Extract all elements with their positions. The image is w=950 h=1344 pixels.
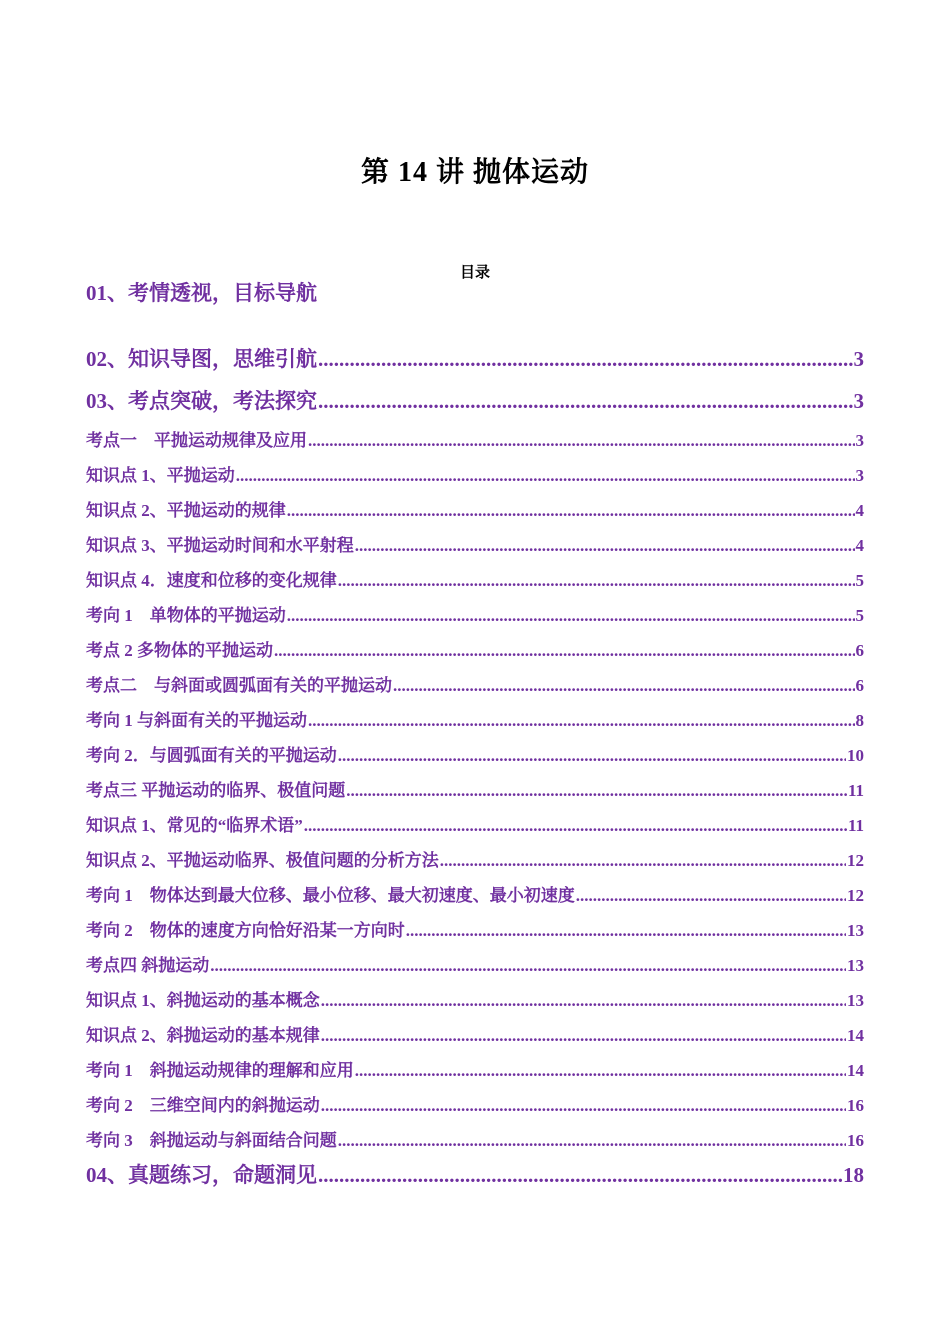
toc-entry-label: 知识点 1、平抛运动 bbox=[86, 466, 235, 485]
dot-leader bbox=[355, 536, 855, 556]
toc-entry-label: 考点三 平抛运动的临界、极值问题 bbox=[86, 781, 346, 800]
toc-page-number: 3 bbox=[853, 389, 864, 413]
toc-entry-label: 知识点 2、平抛运动的规律 bbox=[86, 501, 286, 520]
dot-leader bbox=[346, 781, 847, 801]
toc-entry[interactable] bbox=[86, 706, 864, 731]
toc-entry-label: 考向 1 单物体的平抛运动 bbox=[86, 606, 286, 625]
toc-page-number: 6 bbox=[855, 641, 864, 660]
dot-leader bbox=[308, 431, 855, 451]
toc-entry[interactable] bbox=[86, 846, 864, 871]
toc-entry[interactable] bbox=[86, 531, 864, 556]
toc-entry-03[interactable] bbox=[86, 385, 864, 415]
toc-entry[interactable] bbox=[86, 566, 864, 591]
toc-page-number: 8 bbox=[855, 711, 864, 730]
toc-page-number: 13 bbox=[847, 921, 864, 940]
dot-leader bbox=[287, 606, 855, 626]
dot-leader bbox=[406, 921, 846, 941]
toc-entry[interactable] bbox=[86, 426, 864, 451]
toc-entry-label: 考向 1 物体达到最大位移、最小位移、最大初速度、最小初速度 bbox=[86, 886, 575, 905]
toc-page-number: 3 bbox=[855, 431, 864, 450]
toc-entry-label: 01、考情透视，目标导航 bbox=[86, 281, 317, 305]
toc-page-number: 3 bbox=[855, 466, 864, 485]
dot-leader bbox=[210, 956, 846, 976]
toc-entry[interactable] bbox=[86, 951, 864, 976]
toc-page-number: 12 bbox=[847, 886, 864, 905]
toc-entry-04[interactable] bbox=[86, 1159, 864, 1189]
toc-page-number: 11 bbox=[847, 816, 864, 835]
toc-entry[interactable] bbox=[86, 1091, 864, 1116]
toc-page-number: 4 bbox=[855, 536, 864, 555]
toc-entry-label: 考向 2 物体的速度方向恰好沿某一方向时 bbox=[86, 921, 405, 940]
dot-leader bbox=[308, 711, 855, 731]
toc-entry-label: 知识点 1、斜抛运动的基本概念 bbox=[86, 991, 320, 1010]
toc-entry-label: 考向 3 斜抛运动与斜面结合问题 bbox=[86, 1131, 337, 1150]
toc-entry[interactable] bbox=[86, 916, 864, 941]
toc-heading: 目录 bbox=[459, 265, 490, 281]
toc-entry-label: 04、真题练习，命题洞见 bbox=[86, 1163, 317, 1187]
toc-entry-label: 知识点 3、平抛运动时间和水平射程 bbox=[86, 536, 354, 555]
dot-leader bbox=[274, 641, 855, 661]
toc-entry[interactable] bbox=[86, 1126, 864, 1151]
dot-leader bbox=[318, 347, 853, 372]
toc-entry-label: 考点一 平抛运动规律及应用 bbox=[86, 431, 307, 450]
toc-entry[interactable] bbox=[86, 741, 864, 766]
toc-entry-label: 知识点 2、平抛运动临界、极值问题的分析方法 bbox=[86, 851, 439, 870]
toc-entry[interactable] bbox=[86, 881, 864, 906]
toc-page-number: 18 bbox=[843, 1163, 864, 1187]
toc-page-number: 13 bbox=[847, 956, 864, 975]
toc-entry[interactable] bbox=[86, 776, 864, 801]
dot-leader bbox=[236, 466, 855, 486]
dot-leader bbox=[318, 389, 853, 414]
toc-page-number: 11 bbox=[847, 781, 864, 800]
toc-page-number: 16 bbox=[847, 1096, 864, 1115]
toc-entry-label: 考点 2 多物体的平抛运动 bbox=[86, 641, 273, 660]
dot-leader bbox=[321, 991, 846, 1011]
toc-page-number: 14 bbox=[847, 1026, 864, 1045]
toc-entry[interactable] bbox=[86, 496, 864, 521]
toc-entry[interactable] bbox=[86, 1056, 864, 1081]
dot-leader bbox=[287, 501, 855, 521]
dot-leader bbox=[318, 1163, 842, 1188]
dot-leader bbox=[304, 816, 847, 836]
dot-leader bbox=[576, 886, 846, 906]
toc-entry-label: 考向 2 三维空间内的斜抛运动 bbox=[86, 1096, 320, 1115]
toc-entry-label: 考点四 斜抛运动 bbox=[86, 956, 210, 975]
toc-entry[interactable] bbox=[86, 601, 864, 626]
toc-entry-label: 知识点 2、斜抛运动的基本规律 bbox=[86, 1026, 320, 1045]
toc-page-number: 3 bbox=[853, 347, 864, 371]
toc-entry-label: 考向 1 斜抛运动规律的理解和应用 bbox=[86, 1061, 354, 1080]
dot-leader bbox=[338, 1131, 846, 1151]
toc-entry-label: 知识点 1、常见的“临界术语” bbox=[86, 816, 303, 835]
toc-entry[interactable] bbox=[86, 461, 864, 486]
page-title: 第 14 讲 抛体运动 bbox=[360, 157, 589, 188]
dot-leader bbox=[321, 1026, 846, 1046]
toc-page-number: 10 bbox=[847, 746, 864, 765]
toc-entry-label: 03、考点突破，考法探究 bbox=[86, 389, 317, 413]
toc-page-number: 16 bbox=[847, 1131, 864, 1150]
toc-page-number: 5 bbox=[855, 606, 864, 625]
toc-page-number: 13 bbox=[847, 991, 864, 1010]
toc-page-number: 6 bbox=[855, 676, 864, 695]
toc-entry[interactable] bbox=[86, 636, 864, 661]
toc-entry-label: 02、知识导图，思维引航 bbox=[86, 347, 317, 371]
toc-entry-label: 考点二 与斜面或圆弧面有关的平抛运动 bbox=[86, 676, 392, 695]
dot-leader bbox=[355, 1061, 846, 1081]
toc-entry-01[interactable] bbox=[86, 280, 326, 307]
toc-entry-02[interactable] bbox=[86, 343, 864, 373]
dot-leader bbox=[393, 676, 855, 696]
dot-leader bbox=[338, 746, 846, 766]
toc-entry[interactable] bbox=[86, 811, 864, 836]
toc-entry-label: 知识点 4．速度和位移的变化规律 bbox=[86, 571, 337, 590]
toc-page-number: 14 bbox=[847, 1061, 864, 1080]
toc-entry-label: 考向 2．与圆弧面有关的平抛运动 bbox=[86, 746, 337, 765]
toc-page-number: 12 bbox=[847, 851, 864, 870]
dot-leader bbox=[338, 571, 855, 591]
toc-entry[interactable] bbox=[86, 1021, 864, 1046]
toc-entry[interactable] bbox=[86, 986, 864, 1011]
toc-page-number: 4 bbox=[855, 501, 864, 520]
toc-page-number: 5 bbox=[855, 571, 864, 590]
toc-entry[interactable] bbox=[86, 671, 864, 696]
dot-leader bbox=[321, 1096, 846, 1116]
toc-entry-label: 考向 1 与斜面有关的平抛运动 bbox=[86, 711, 307, 730]
dot-leader bbox=[440, 851, 846, 871]
